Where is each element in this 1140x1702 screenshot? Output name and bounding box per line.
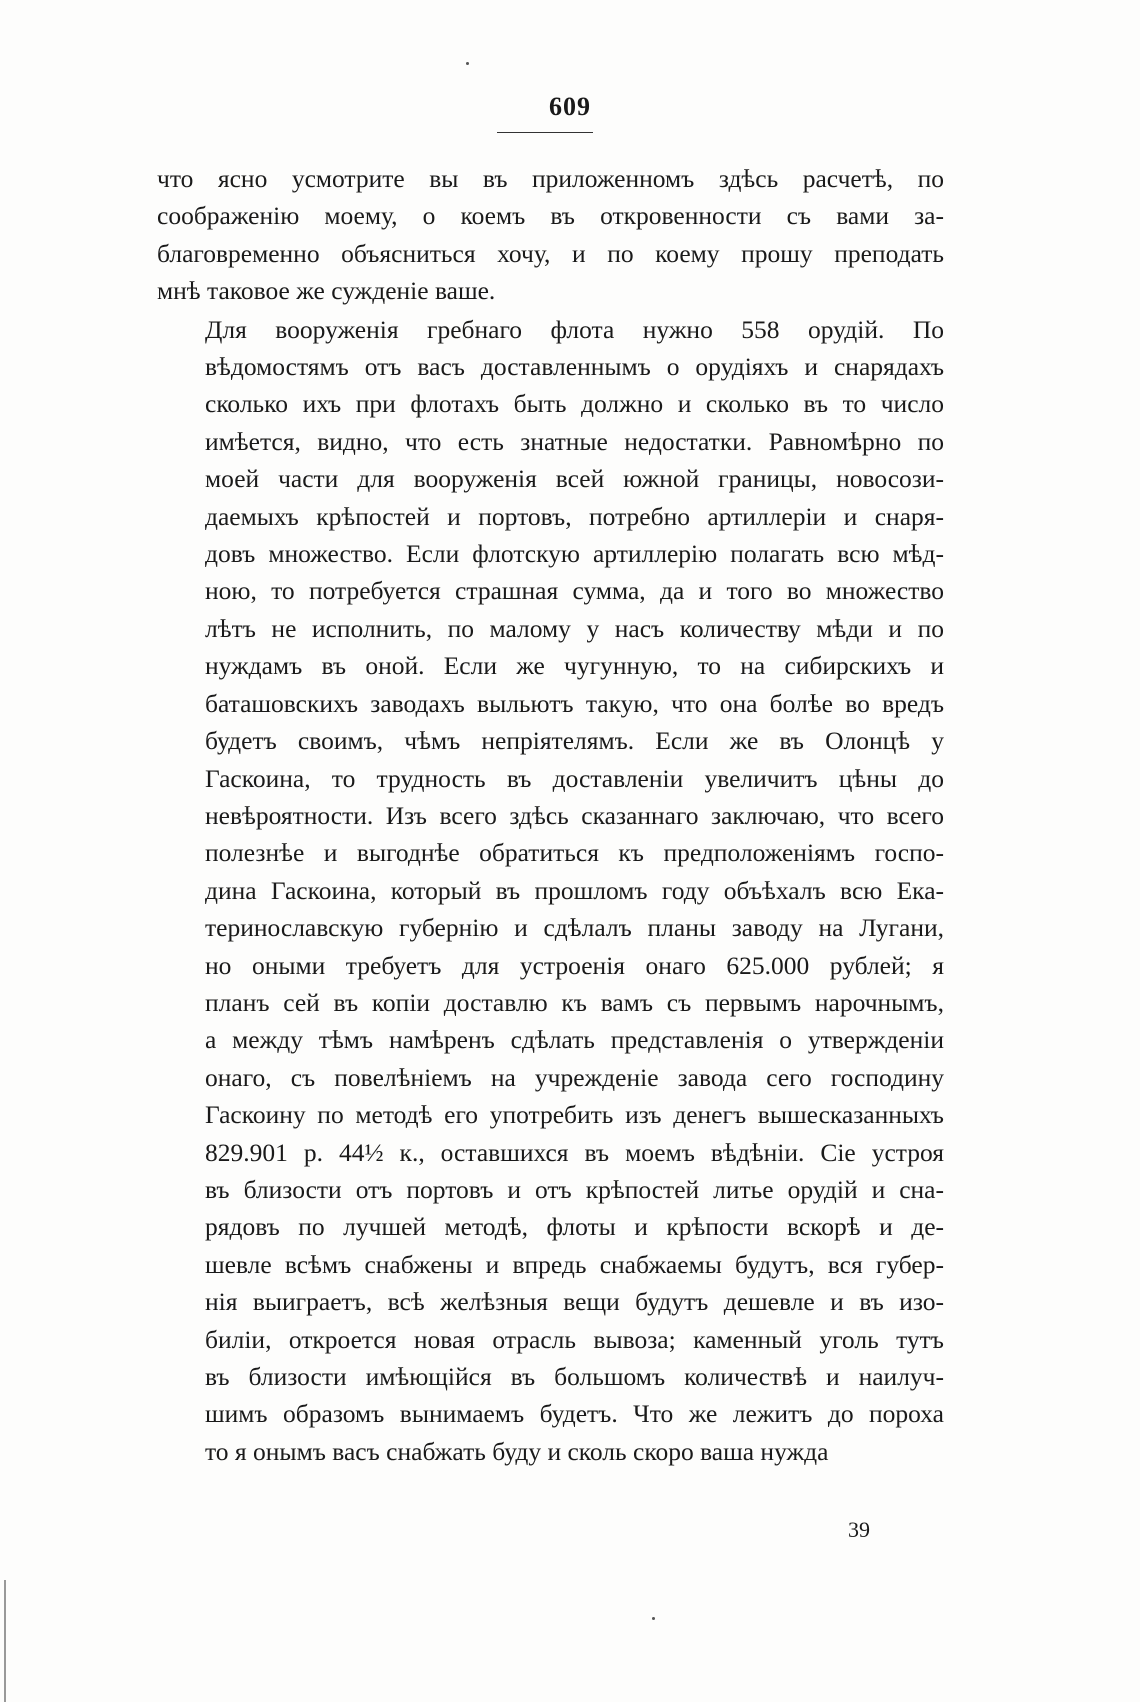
text-line: что ясно усмотрите вы въ приложенномъ здѣсь расчетѣ, по [157,164,944,193]
text-line: благовременно объясниться хочу, и по коему прошу преподать [157,238,944,268]
text-line: но оными требуетъ для устроенія онаго 625.000 рублей; я [205,950,944,980]
text-line: невѣроятности. Изъ всего здѣсь сказаннаго заключаю, что всего [205,800,944,830]
text-line: шимъ образомъ вынимаемъ будетъ. Что же лежитъ до пороха [205,1399,944,1429]
text-line: Гаскоину по методѣ его употребить изъ денегъ вышесказанныхъ [205,1100,944,1130]
paragraph [157,160,944,310]
body-text [157,160,944,1470]
text-line: теринославскую губернію и сдѣлалъ планы заводу на Лугани, [205,913,944,943]
paragraph [157,311,944,1471]
text-line: даемыхъ крѣпостей и портовъ, потребно артиллеріи и снаря- [205,501,944,531]
text-line: сколько ихъ при флотахъ быть должно и сколько въ то число [205,389,944,419]
text-line: въ близости отъ портовъ и отъ крѣпостей литье орудій и сна- [205,1174,944,1204]
header-rule [497,132,593,133]
text-line: имѣется, видно, что есть знатные недостатки. Равномѣрно по [205,426,944,456]
text-line: ною, то потребуется страшная сумма, да и того во множество [205,576,944,606]
text-line: Для вооруженія гребнаго флота нужно 558 орудій. По [205,314,944,344]
text-line: будетъ своимъ, чѣмъ непріятелямъ. Если же въ Олонцѣ у [205,726,944,756]
text-line: полезнѣе и выгоднѣе обратиться къ предположеніямъ госпо- [205,838,944,868]
text-line: довъ множество. Если флотскую артиллерію полагать всю мѣд- [205,539,944,569]
text-line: рядовъ по лучшей методѣ, флоты и крѣпости вскорѣ и де- [205,1212,944,1242]
text-line: дина Гаскоина, который въ прошломъ году объѣхалъ всю Ека- [205,875,944,905]
page-number: 609 [549,92,591,121]
text-line: баташовскихъ заводахъ выльютъ такую, что она болѣе во вредъ [205,688,944,718]
text-line: моей части для вооруженія всей южной границы, новосози- [205,464,944,494]
text-line: а между тѣмъ намѣренъ сдѣлать представленія о утвержденіи [205,1025,944,1055]
text-line: шевле всѣмъ снабжены и впредь снабжаемы будутъ, вся губер- [205,1249,944,1279]
text-line: въ близости имѣющійся въ большомъ количествѣ и наилуч- [205,1362,944,1391]
text-line: планъ сей въ копіи доставлю къ вамъ съ первымъ нарочнымъ, [205,987,944,1017]
text-line: нуждамъ въ оной. Если же чугунную, то на сибирскихъ и [205,651,944,681]
text-line: лѣтъ не исполнить, по малому у насъ количеству мѣди и по [205,613,944,643]
text-line: соображенію моему, о коемъ въ откровенности съ вами за- [157,201,944,231]
scan-edge-line [4,1580,6,1702]
scan-speck [652,1617,655,1620]
text-line: биліи, откроется новая отрасль вывоза; каменный уголь тутъ [205,1324,944,1354]
text-line: мнѣ таковое же сужденіе ваше. [157,276,496,306]
signature-mark: 39 [848,1517,870,1542]
text-line: 829.901 р. 44½ к., оставшихся въ моемъ вѣдѣніи. Сіе устроя [205,1137,944,1167]
text-line: то я онымъ васъ снабжать буду и сколь скоро ваша нужда [205,1436,829,1466]
text-line: онаго, съ повелѣніемъ на учрежденіе завода сего господину [205,1062,944,1092]
text-line: вѣдомостямъ отъ васъ доставленнымъ о орудіяхъ и снарядахъ [205,352,944,382]
scan-speck [466,62,469,65]
text-line: Гаскоина, то трудность въ доставленіи увеличитъ цѣны до [205,763,944,793]
text-line: нія выиграетъ, всѣ желѣзныя вещи будутъ дешевле и въ изо- [205,1287,944,1317]
